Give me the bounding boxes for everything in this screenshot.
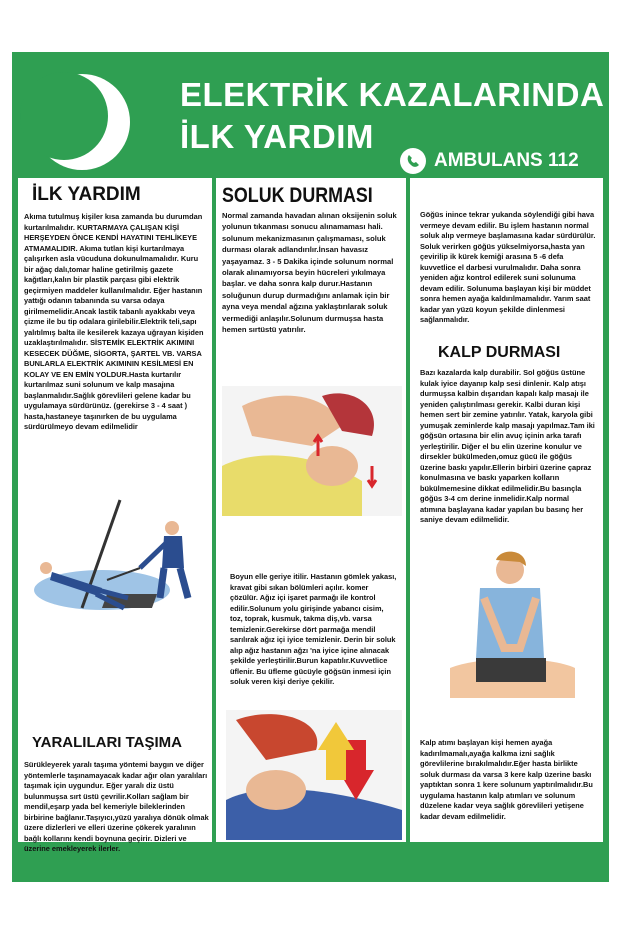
title-line-2: İLK YARDIM: [180, 118, 374, 155]
cpr-illustration: [440, 548, 580, 718]
text-soluk-durmasi: Normal zamanda havadan alınan oksijenin soluk yolunun tıkanması sonucu alınamaması hali. solunum mekanizmasının çalışmaması, soluk durması olarak adlandırılır.İnsan havasız yaşayamaz. 3 - 5 Dakika içinde solunum normal olarak alınamıyorsa beyin hücreleri yıkılmaya başlar. ve daha sonra kalp durur.Hastanın soluğunun durup durmadığını anlamak için bir ayna veya mendal ağzına yaklaştırılarak soluk vermediği anlaşılır.Solunum durmuşsa hasta hemen sırtüstü yatırılır.: [222, 211, 397, 335]
ambulance-label: AMBULANS 112: [434, 150, 579, 171]
rescue-illustration: [32, 498, 202, 618]
ambulance-number: [400, 148, 579, 174]
panel-ilk-yardim: [18, 178, 212, 853]
text-solunum-devam: Göğüs inince tekrar yukanda söylendiği gibi hava vermeye devam edilir. Bu işlem hastanın normal soluk alıp vermeye başlamasına kadar sürdürülür. Soluk verirken göğüs yükselmiyorsa,hasta yan çevirilip ik kürek kemiği arasına 5 -6 defa kuvvetlice el darbesi vurulmalıdır. Daha sonra yeniden ağız kontrol edilerek suni solunuma devam edilir. Solunuma başlayan kişi bir müddet sonra hemen ayağa kaldırılmamalıdır. Yarım saat kadar yan yüzü koyun şekilde dinlenmesi sağlanmalıdır.: [420, 210, 596, 324]
heading-kalp-durmasi: KALP DURMASI: [438, 344, 561, 361]
panel-soluk-durmasi: [216, 178, 406, 842]
crescent-icon: [20, 70, 140, 190]
phone-icon: [400, 148, 426, 174]
rescue-breathing-illustration: [226, 710, 402, 840]
text-suni-solunum: Boyun elle geriye itilir. Hastanın gömlek yakası, kravat gibi sıkan bölümleri açılır. komer çözülür. Ağız içi işaret parmağı ile kontrol edilir.Solunum yolu girişinde yabancı cisim, toz, toprak, kusmuk, takma diş,vb. varsa temizlenir.Gerekirse dört parmağa mendil sarılırak ağız içi iyice temizlenir. Derin bir soluk alıp ağız hastanın ağzı 'na iyice içine alınacak şekilde yerleştirilir.Burun kapatılır.Kuvvetlice üflenir. Bu üfleme gücüyle göğsün inmesi için soluk veren kişi deriye çekilir.: [230, 572, 397, 686]
heading-soluk-durmasi: SOLUK DURMASI: [222, 184, 373, 207]
text-yaralilari-tasima: Sürükleyerek yaralı taşıma yöntemi baygın ve diğer yöntemlerle taşınamayacak kadar ağır olan yaralıları taşımak için uygundur. Eğer yaralı diz üstü bulunmuşsa sırt üstü çevrilir.Kolları sağlam bir mendil,eşarp yada bel kemeriyle bileklerinden birbirine bağlanır.Taşıyıcı,yüzü yaralıya dönük olmak üzere dizlerleri ve elleri üzerine çökerek yaralının bağlı kollarını kendi boynuna geçirir. Dizleri ve üzerine emekleyerek ilerler.: [24, 760, 209, 853]
heading-yaralilari-tasima: YARALILARI TAŞIMA: [32, 734, 182, 751]
heading-ilk-yardim: İLK YARDIM: [32, 184, 141, 205]
head-tilt-illustration: [222, 386, 402, 516]
text-kalp-sonrasi: Kalp atımı başlayan kişi hemen ayağa kadırılmamalı,ayağa kalkma izni sağlık görevlilerine bırakılmalıdır.Eğer hasta birlikte soluk durması da varsa 3 kere kalp üzerine baskı yaptıktan sonra 1 kere solunum yaptırılmalıdır.Bu uygulama hastanın kalp atımları ve solunum düzelene kadar veya sağlık görevlileri yetişene kadar devam edilmelidir.: [420, 738, 593, 821]
title-line-1: ELEKTRİK KAZALARINDA: [180, 76, 605, 113]
text-ilk-yardim: Akıma tutulmuş kişiler kısa zamanda bu durumdan kurtarılmalıdır. KURTARMAYA ÇALIŞAN KİŞİ HERŞEYDEN ÖNCE KENDİ HAYATINI TEHLİKEYE ATMAMALIDIR. Akıma tutlan kişi kurtarılmaya çalışırken asla vücuduna dokunulmamalıdır. Kuru bir ağaç dalı,tomar haline getirilmiş gazete kağıtları,kalın bir plastik parçası gibi elektrik geçirmiyen maddeler kullanılmalıdır. Eğer hastanın yattığı odanın tabanında su varsa odaya girilmemelidir.Ancak lastik tabanlı ayakkabı veya çizme ile bu tip odalara girilebilir.Elektrik teli,sapı yalıtılmış balta ile kesilerek kazaya uğrayan kişiden uzaklaştırılmalıdır. SİSTEMİK ELEKTRİK AKIMINI KESECEK DÜĞME, SİGORTA, ŞARTEL VB. VARSA BUNLARLA ELEKTRİK AKIMININ KESİLMESİ EN KOLAY VE EN EMİN YOLDUR.Hasta kurtarılır kurtarılmaz suni solunum ve kalp masajına başlanmalıdır.Sağlık görevlileri gelene kadar bu uygulamaya sürdürünüz. (gerekirse 3 - 4 saat ) hasta,hastaneye taşınırken de bu uygulama sürdürülmeyo devam edilmelidir: [24, 212, 204, 431]
poster: [12, 52, 609, 882]
panel-kalp-durmasi: [410, 178, 603, 842]
text-kalp-durmasi: Bazı kazalarda kalp durabilir. Sol göğüs üstüne kulak iyice dayanıp kalp sesi dinlenir. Kalp atışı durmuşsa kalbin dışarıdan kapalı kalp masajı ile yeniden çalıştırılması gerekir. Kalbi duran kişi hemen sert bir zemine yatırılır. Yatak, karyola gibi yumuşak zeminlerde kalp masajı yapılmaz.Tam iki göğsün ortasına bir elin avuç içinin arka tarafı yerleştirilir. Diğer el bu elin üzerine konulur ve dirsekler bükülmeden,omuz gücü ile göğüs üzerine baskı yapılır.Ellerin birbiri üzerine çapraz konulmasına ve baskı yaparken kolların bükülmemesine dikkat edilmelidir.Bu basınçla göğüs 3-4 cm derine inmelidir.Kalp normal atımına başlayana kadar yapılan bu basınç her saniye devam edilmelidir.: [420, 368, 595, 524]
